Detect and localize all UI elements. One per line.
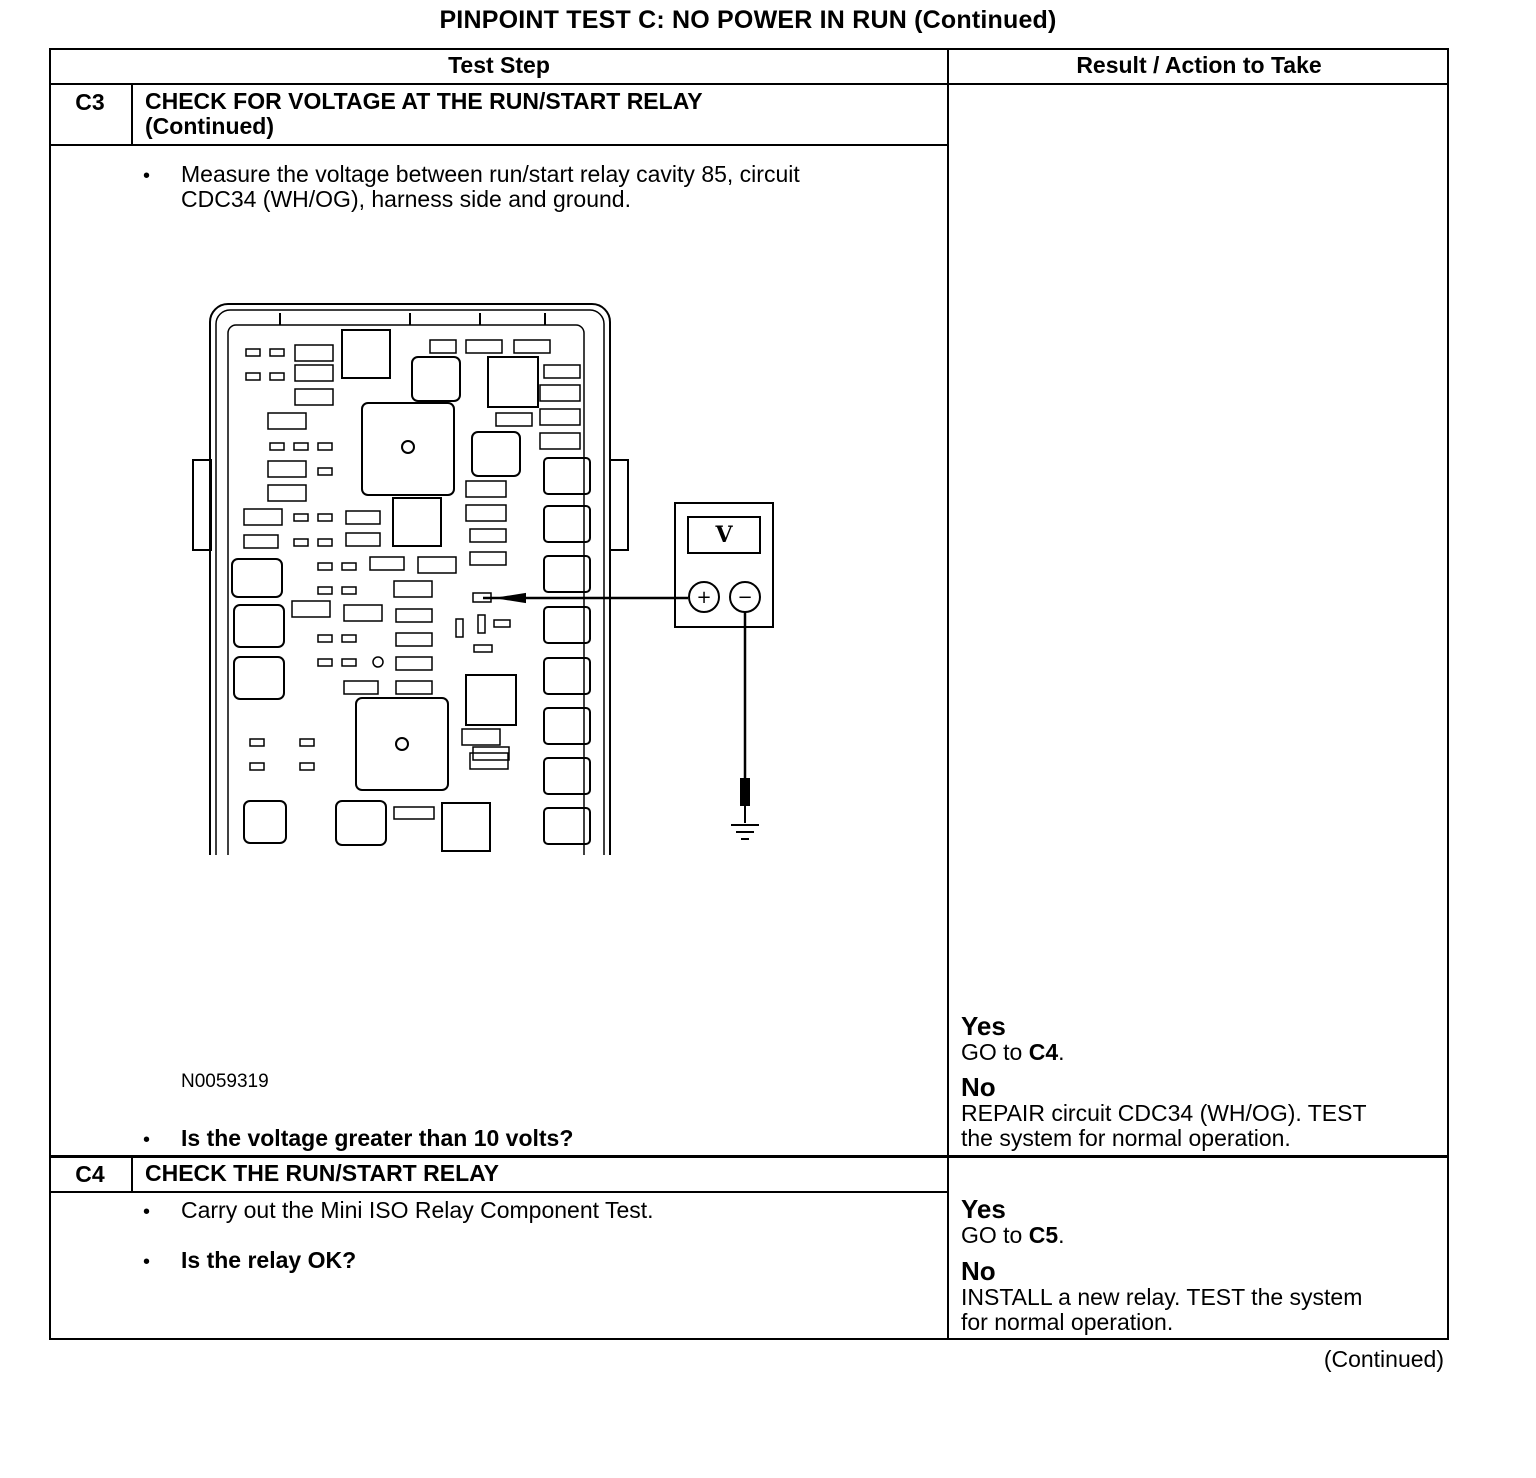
c4-instruction: Carry out the Mini ISO Relay Component Test.: [181, 1197, 654, 1223]
meter-plus-icon: +: [696, 587, 712, 608]
page-title: PINPOINT TEST C: NO POWER IN RUN (Continued): [439, 6, 1057, 34]
table-border-right: [1447, 48, 1449, 1340]
bullet-icon: •: [143, 1201, 151, 1223]
c4-yes-text: GO to C5.: [961, 1222, 1065, 1248]
c4-no-line1: INSTALL a new relay. TEST the system: [961, 1284, 1363, 1310]
c4-yes-target: C5: [1028, 1222, 1059, 1248]
c3-no-label: No: [961, 1072, 996, 1102]
c3-yes-label: Yes: [961, 1011, 1006, 1041]
c3-yes-text: GO to C4.: [961, 1039, 1065, 1065]
header-test-step: Test Step: [448, 52, 550, 78]
c3-instruction-line2: CDC34 (WH/OG), harness side and ground.: [181, 186, 631, 212]
voltmeter-label: V: [715, 522, 733, 548]
bullet-icon: •: [143, 165, 151, 187]
fuse-box-diagram: [180, 295, 780, 855]
table-border-left: [49, 48, 51, 1340]
c3-c4-divider: [49, 1155, 1449, 1158]
table-border-bottom: [49, 1338, 1449, 1340]
table-border-top: [49, 48, 1449, 50]
c3-yes-target: C4: [1028, 1039, 1059, 1065]
c4-id-divider: [131, 1156, 133, 1193]
bullet-icon: •: [143, 1129, 151, 1151]
c4-no-label: No: [961, 1256, 996, 1286]
c3-id-divider: [131, 84, 133, 146]
c3-no-line2: the system for normal operation.: [961, 1125, 1291, 1151]
figure-id: N0059319: [181, 1071, 269, 1092]
c4-no-line2: for normal operation.: [961, 1309, 1174, 1335]
housing-outer: [210, 304, 610, 855]
column-divider: [947, 48, 949, 1340]
c3-question: Is the voltage greater than 10 volts?: [181, 1125, 574, 1151]
step-title-c4: CHECK THE RUN/START RELAY: [145, 1160, 499, 1186]
c4-yes-label: Yes: [961, 1194, 1006, 1224]
header-result: Result / Action to Take: [1076, 52, 1322, 78]
continued-label: (Continued): [1323, 1346, 1444, 1372]
c3-instruction-line1: Measure the voltage between run/start relay cavity 85, circuit: [181, 161, 800, 187]
header-divider: [49, 83, 1449, 85]
step-title-c3-line1: CHECK FOR VOLTAGE AT THE RUN/START RELAY: [145, 88, 703, 114]
step-id-c3: C3: [75, 89, 105, 115]
c4-question: Is the relay OK?: [181, 1247, 357, 1273]
c3-no-line1: REPAIR circuit CDC34 (WH/OG). TEST: [961, 1100, 1367, 1126]
step-id-c4: C4: [75, 1161, 105, 1187]
c4-title-divider: [49, 1191, 949, 1193]
step-title-c3-line2: (Continued): [145, 113, 275, 139]
c3-title-divider: [49, 144, 949, 146]
meter-minus-icon: −: [737, 587, 753, 608]
bullet-icon: •: [143, 1251, 151, 1273]
